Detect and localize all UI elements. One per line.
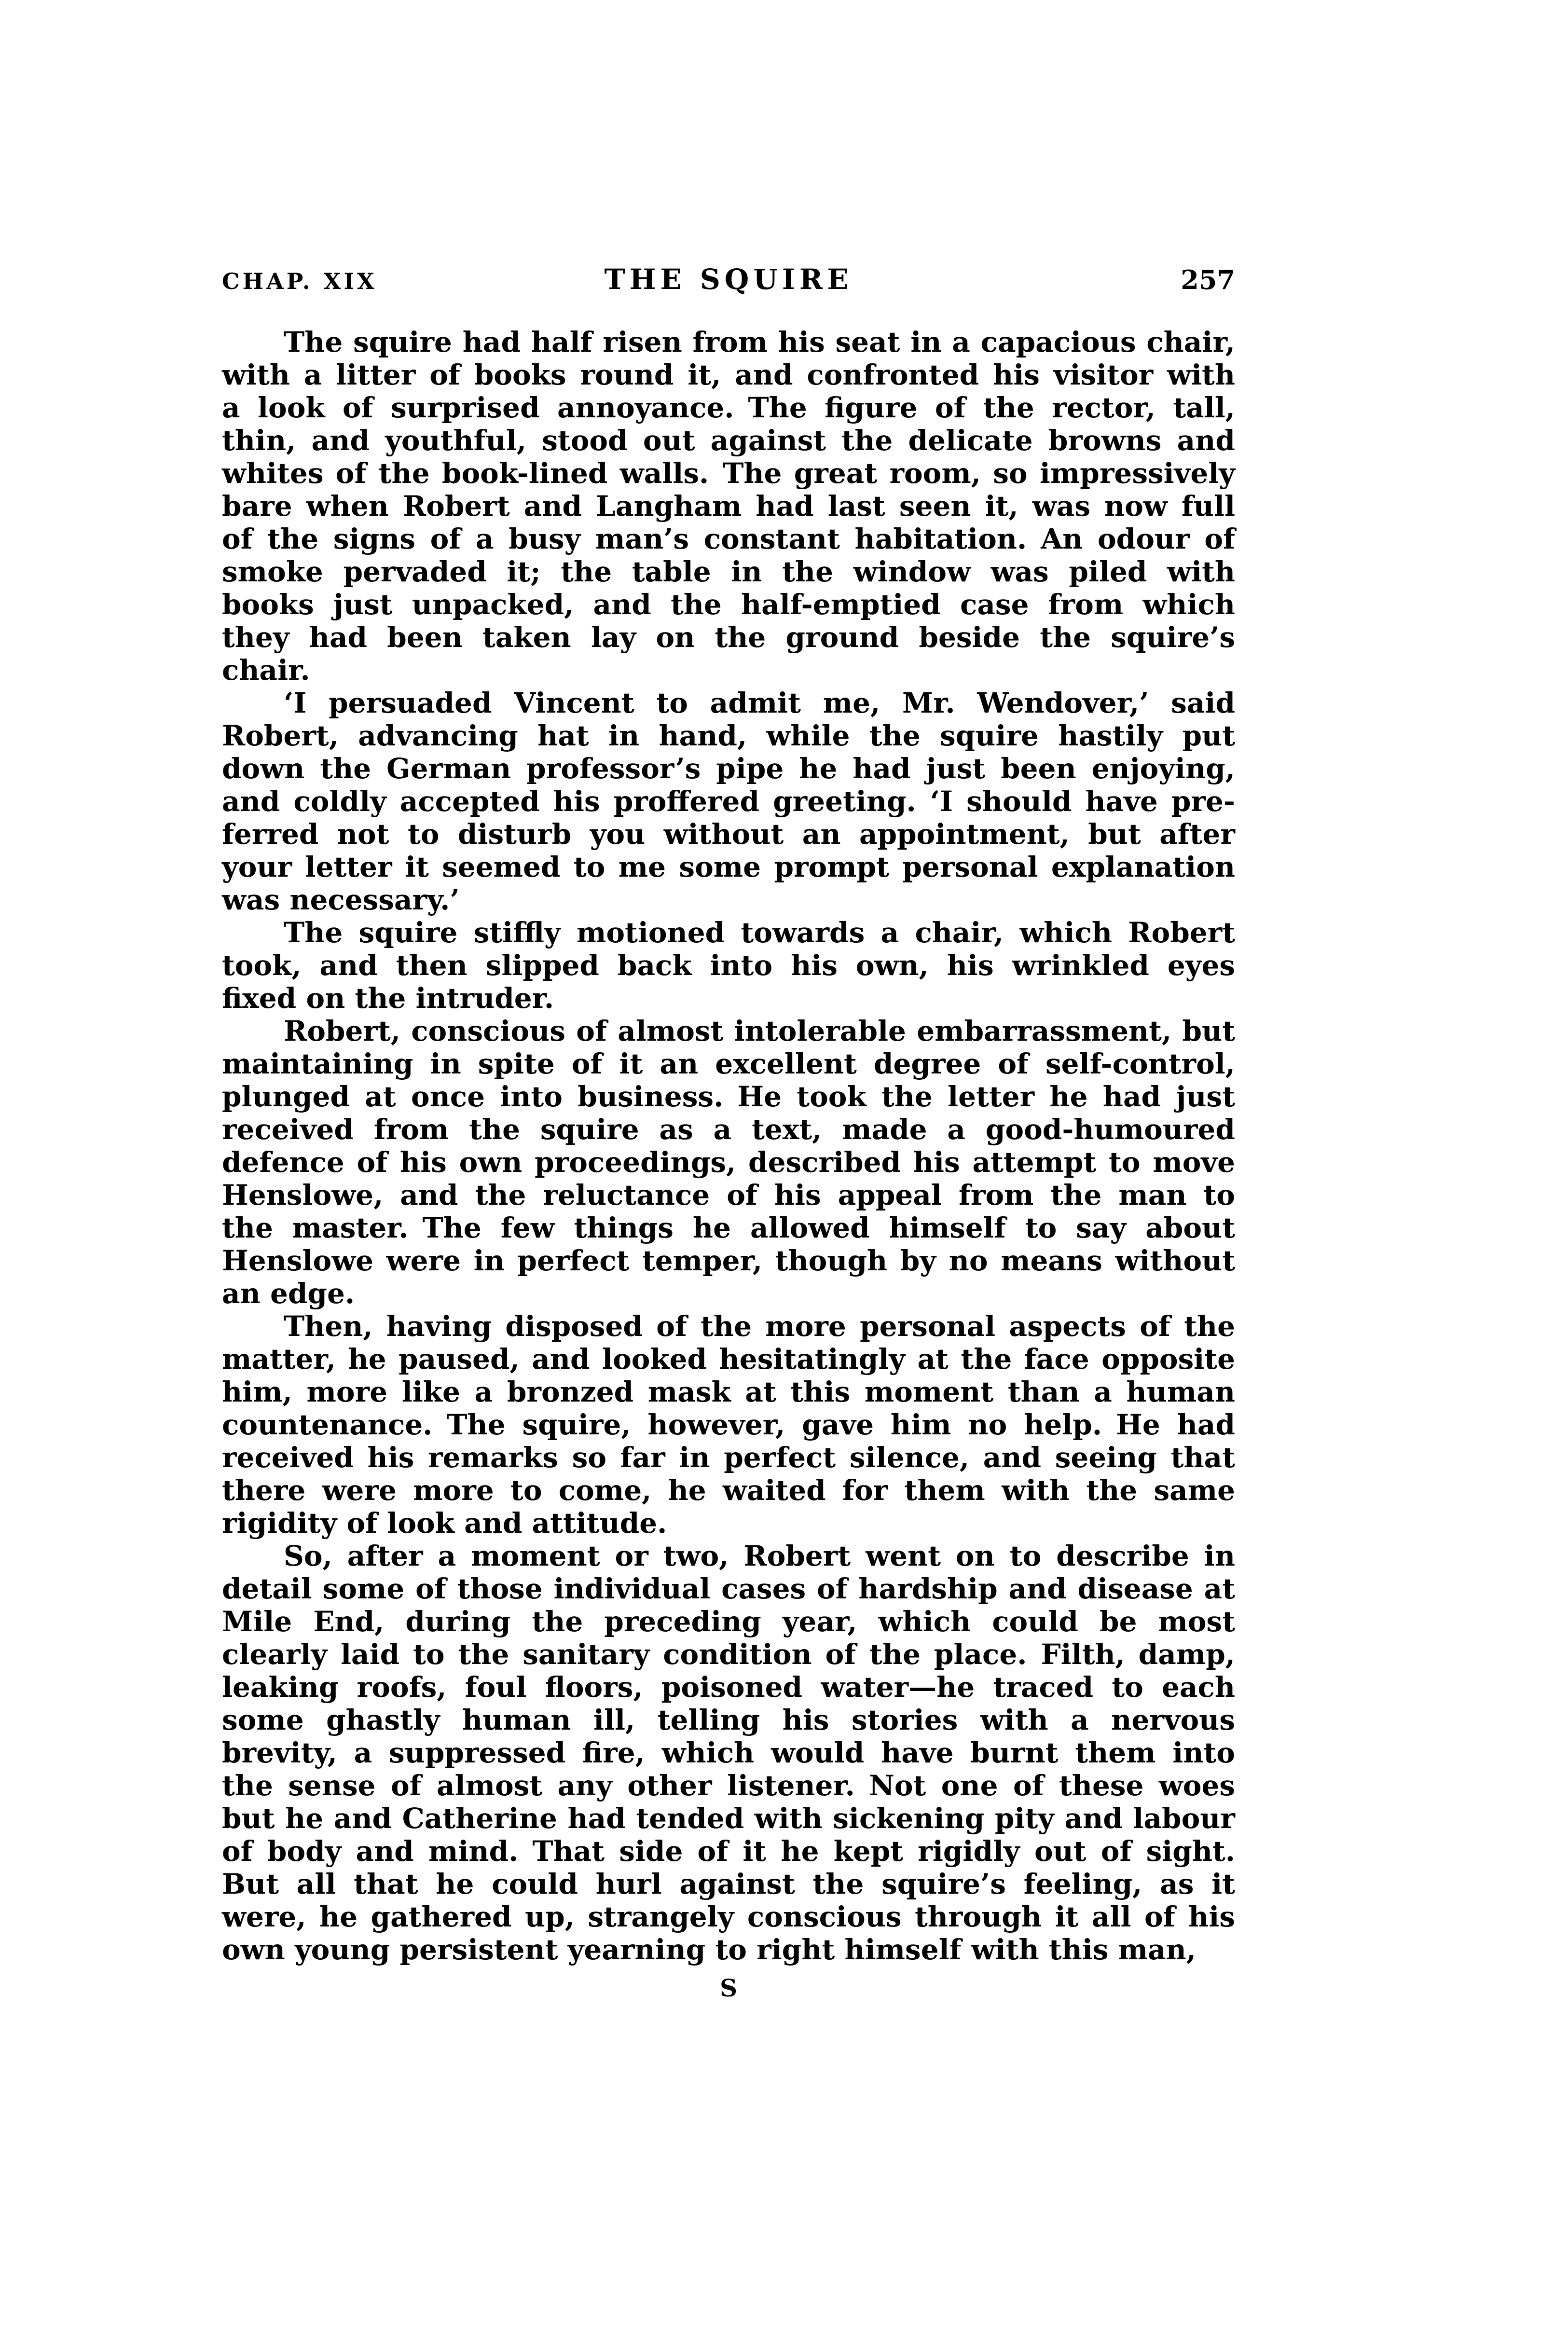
page-header: [222, 263, 1235, 296]
text-line: a look of surprised annoyance. The figure of the rector, tall,: [222, 391, 1235, 424]
text-line: Henslowe, and the reluctance of his appeal from the man to: [222, 1179, 1235, 1211]
text-line: some ghastly human ill, telling his stories with a nervous: [222, 1704, 1235, 1736]
text-line: leaking roofs, foul floors, poisoned water—he traced to each: [222, 1671, 1235, 1704]
text-line: ‘I persuaded Vincent to admit me, Mr. Wendover,’ said: [284, 687, 1235, 719]
book-page: [222, 263, 1235, 2002]
text-line: received from the squire as a text, made a good-humoured: [222, 1113, 1235, 1146]
text-line: The squire stiffly motioned towards a chair, which Robert: [284, 916, 1235, 949]
text-line: Mile End, during the preceding year, which could be most: [222, 1605, 1235, 1638]
text-line: Robert, advancing hat in hand, while the squire hastily put: [222, 719, 1235, 752]
text-line: with a litter of books round it, and confronted his visitor with: [222, 358, 1235, 391]
text-line: ferred not to disturb you without an appointment, but after: [222, 818, 1235, 851]
text-line: of the signs of a busy man’s constant habitation. An odour of: [222, 523, 1235, 555]
text-line: the master. The few things he allowed himself to say about: [222, 1211, 1235, 1244]
text-line: there were more to come, he waited for them with the same: [222, 1474, 1235, 1507]
text-line: Robert, conscious of almost intolerable embarrassment, but: [284, 1015, 1235, 1047]
text-line: but he and Catherine had tended with sickening pity and labour: [222, 1802, 1235, 1835]
text-line: down the German professor’s pipe he had just been enjoying,: [222, 752, 1235, 785]
body-text: [222, 326, 1235, 1966]
text-line: fixed on the intruder.: [222, 982, 554, 1015]
text-line: him, more like a bronzed mask at this moment than a human: [222, 1375, 1235, 1408]
text-line: matter, he paused, and looked hesitatingly at the face opposite: [222, 1343, 1235, 1375]
text-line: the sense of almost any other listener. Not one of these woes: [222, 1769, 1235, 1802]
text-line: thin, and youthful, stood out against the delicate browns and: [222, 424, 1235, 457]
text-line: they had been taken lay on the ground beside the squire’s: [222, 621, 1235, 654]
text-line: smoke pervaded it; the table in the window was piled with: [222, 555, 1235, 588]
chapter-label: CHAP. XIX: [222, 268, 377, 294]
text-line: So, after a moment or two, Robert went on to describe in: [284, 1540, 1235, 1572]
text-line: Then, having disposed of the more personal aspects of the: [284, 1310, 1235, 1343]
signature-mark: S: [719, 1974, 738, 2002]
text-line: whites of the book-lined walls. The great room, so impressively: [222, 457, 1235, 490]
text-line: rigidity of look and attitude.: [222, 1507, 667, 1540]
text-line: The squire had half risen from his seat in a capacious chair,: [284, 326, 1235, 358]
text-line: brevity, a suppressed fire, which would have burnt them into: [222, 1736, 1235, 1769]
text-line: received his remarks so far in perfect silence, and seeing that: [222, 1441, 1235, 1474]
text-line: bare when Robert and Langham had last seen it, was now full: [222, 490, 1235, 523]
text-line: plunged at once into business. He took the letter he had just: [222, 1080, 1235, 1113]
text-line: was necessary.’: [222, 883, 460, 916]
text-line: Henslowe were in perfect temper, though by no means without: [222, 1244, 1235, 1277]
text-line: your letter it seemed to me some prompt personal explanation: [222, 851, 1235, 883]
text-line: an edge.: [222, 1277, 355, 1310]
text-line: and coldly accepted his proffered greeting. ‘I should have pre-: [222, 785, 1235, 818]
text-line: clearly laid to the sanitary condition of the place. Filth, damp,: [222, 1638, 1235, 1671]
running-title: THE SQUIRE: [604, 263, 853, 296]
text-line: were, he gathered up, strangely conscious through it all of his: [222, 1900, 1235, 1933]
page-number: 257: [1181, 264, 1235, 295]
text-line: But all that he could hurl against the squire’s feeling, as it: [222, 1868, 1235, 1900]
text-line: defence of his own proceedings, described his attempt to move: [222, 1146, 1235, 1179]
text-line: detail some of those individual cases of hardship and disease at: [222, 1572, 1235, 1605]
text-line: chair.: [222, 654, 310, 687]
text-line: books just unpacked, and the half-emptied case from which: [222, 588, 1235, 621]
text-line: took, and then slipped back into his own, his wrinkled eyes: [222, 949, 1235, 982]
text-line: countenance. The squire, however, gave him no help. He had: [222, 1408, 1235, 1441]
text-line: maintaining in spite of it an excellent degree of self-control,: [222, 1047, 1235, 1080]
text-line: own young persistent yearning to right himself with this man,: [222, 1933, 1197, 1966]
text-line: of body and mind. That side of it he kept rigidly out of sight.: [222, 1835, 1235, 1868]
